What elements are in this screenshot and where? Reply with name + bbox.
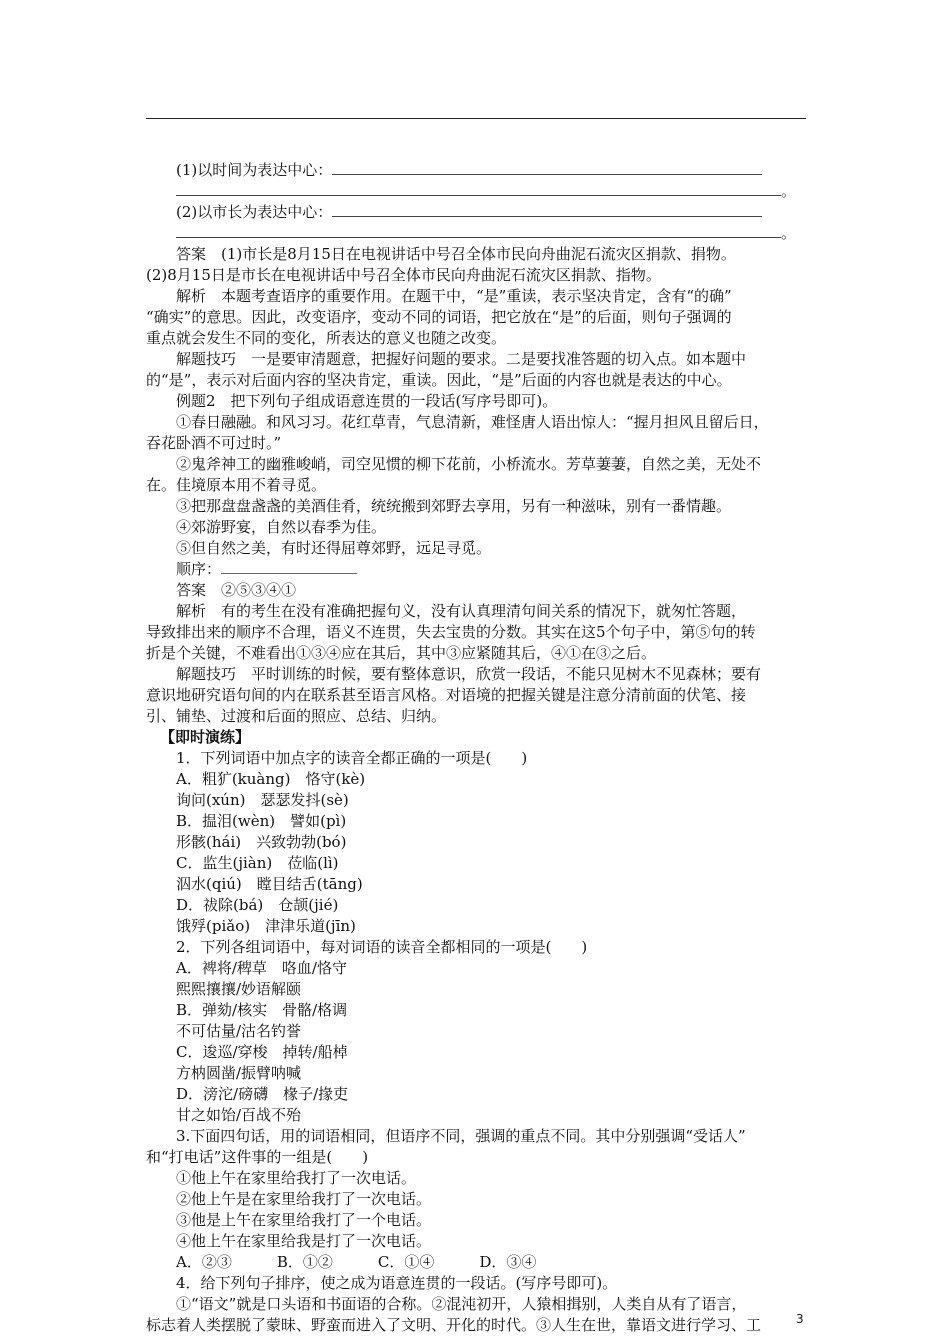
q4-text-line: 标志着人类摆脱了蒙昧、野蛮而进入了文明、开化的时代。③人生在世，靠语文进行学习、工: [146, 1316, 762, 1334]
q3-sentence-1: ①他上午在家里给我打了一次电话。: [176, 1169, 417, 1187]
sentence-1b: 吞花卧酒不可过时。”: [146, 434, 282, 452]
q1-option-d: D．祓除(bá) 仓颉(jié): [176, 896, 339, 914]
tip-line: 的“是”，表示对后面内容的坚决肯定，重读。因此，“是”后面的内容也就是表达的中心。: [146, 371, 732, 389]
sentence-1a: ①春日融融。和风习习。花红草青，气息清新，难怪唐人语出惊人：“握月担风且留后日，: [176, 413, 769, 431]
answer-blank[interactable]: [176, 225, 781, 238]
tip-line: 引、铺垫、过渡和后面的照应、总结、归纳。: [146, 707, 447, 725]
analysis-line: 导致排出来的顺序不合理，语义不连贯，失去宝贵的分数。其实在这5个句子中，第⑤句的转: [146, 623, 756, 641]
q1-option-d-cont: 饿殍(piǎo) 津津乐道(jīn): [176, 917, 356, 935]
order-line: [146, 559, 816, 580]
q3-sentence-3: ③他是上午在家里给我打了一个电话。: [176, 1211, 432, 1229]
q2-option-a: A．裨将/稗草 咯血/恪守: [176, 959, 347, 977]
fill-line-3: [146, 202, 816, 223]
analysis-line: “确实”的意思。因此，改变语序，变动不同的词语，把它放在“是”的后面，则句子强调的: [146, 308, 732, 326]
q2-option-a-cont: 熙熙攘攘/妙语解颐: [176, 980, 302, 998]
q1-option-c: C．监生(jiàn) 莅临(lì): [176, 854, 339, 872]
q2-option-b-cont: 不可估量/沽名钓誉: [176, 1022, 302, 1040]
sentence-4: ④郊游野宴，自然以春季为佳。: [176, 518, 387, 536]
practice-heading: 【即时演练】: [160, 728, 251, 746]
tip-line: 解题技巧 一是要审清题意，把握好问题的要求。二是要找准答题的切入点。如本题中: [176, 350, 747, 368]
document-body: [146, 160, 816, 1336]
answer-line: (2)8月15日是市长在电视讲话中号召全体市民向舟曲泥石流灾区捐款、指物。: [146, 266, 661, 284]
answer-line: 答案 (1)市长是8月15日在电视讲话中号召全体市民向舟曲泥石流灾区捐款、捐物。: [176, 245, 736, 263]
q2-option-d: D．滂沱/磅礴 椽子/掾吏: [176, 1085, 349, 1103]
q1-option-c-cont: 泅水(qiú) 瞠目结舌(tāng): [176, 875, 363, 893]
q3-sentence-2: ②他上午是在家里给我打了一次电话。: [176, 1190, 432, 1208]
fill-line-2: [146, 181, 816, 202]
analysis-line: 解析 本题考查语序的重要作用。在题干中，“是”重读，表示坚决肯定，含有“的确”: [176, 287, 732, 305]
q1-option-a-cont: 询问(xún) 瑟瑟发抖(sè): [176, 791, 349, 809]
q4-stem: 4．给下列句子排序，使之成为语意连贯的一段话。(写序号即可)。: [176, 1274, 618, 1292]
order-label: 顺序：: [176, 560, 222, 578]
q1-option-b: B．揾泪(wèn) 譬如(pì): [176, 812, 347, 830]
q4-text-line: ①“语文”就是口头语和书面语的合称。②混沌初开，人猿相揖别，人类自从有了语言，: [176, 1295, 747, 1313]
q1-option-b-cont: 形骸(hái) 兴致勃勃(bó): [176, 833, 347, 851]
answer-blank[interactable]: [176, 183, 781, 196]
example2-answer: 答案 ②⑤③④①: [176, 581, 297, 599]
sentence-3: ③把那盘盘盏盏的美酒佳肴，统统搬到郊野去享用，另有一种滋味，别有一番情趣。: [176, 497, 732, 515]
q2-stem: 2．下列各组词语中，每对词语的读音全都相同的一项是( ): [176, 938, 588, 956]
q3-stem-cont: 和“打电话”这件事的一组是( ): [146, 1148, 369, 1166]
q2-option-d-cont: 甘之如饴/百战不殆: [176, 1106, 302, 1124]
sentence-2a: ②鬼斧神工的幽雅峻峭，司空见惯的柳下花前，小桥流水。芳草萋萋，自然之美，无处不: [176, 455, 762, 473]
q2-option-b: B．弹劾/核实 骨骼/格调: [176, 1001, 348, 1019]
header-rule: [146, 118, 806, 119]
q3-options: A．②③ B．①② C．①④ D．③④: [176, 1253, 537, 1271]
answer-blank[interactable]: [332, 162, 762, 175]
fill-label-mayor: (2)以市长为表达中心：: [176, 203, 333, 221]
analysis-line: 解析 有的考生在没有准确把握句义，没有认真理清句间关系的情况下，就匆忙答题，: [176, 602, 747, 620]
q3-sentence-4: ④他上午在家里给我是打了一次电话。: [176, 1232, 432, 1250]
sentence-5: ⑤但自然之美，有时还得屈尊郊野，远足寻觅。: [176, 539, 492, 557]
q1-stem: 1．下列词语中加点字的读音全都正确的一项是( ): [176, 749, 528, 767]
fill-line-4: [146, 223, 816, 244]
sentence-2b: 在。佳境原本用不着寻觅。: [146, 476, 327, 494]
example2-title: 例题2 把下列句子组成语意连贯的一段话(写序号即可)。: [176, 392, 558, 410]
answer-blank[interactable]: [332, 204, 762, 217]
q3-stem: 3.下面四句话，用的词语相同，但语序不同，强调的重点不同。其中分别强调“受话人”: [176, 1127, 746, 1145]
q1-option-a: A．粗犷(kuàng) 恪守(kè): [176, 770, 366, 788]
analysis-line: 重点就会发生不同的变化，所表达的意义也随之改变。: [146, 329, 507, 347]
fill-line-1: [146, 160, 816, 181]
end-mark: 。: [781, 182, 797, 200]
analysis-line: 折是个关键，不难看出①③④应在其后，其中③应紧随其后，④①在③之后。: [146, 644, 657, 662]
q2-option-c: C．逡巡/穿梭 掉转/船棹: [176, 1043, 348, 1061]
order-blank[interactable]: [221, 561, 357, 574]
q2-option-c-cont: 方枘圆凿/振臂呐喊: [176, 1064, 302, 1082]
end-mark: 。: [781, 224, 797, 242]
fill-label-time: (1)以时间为表达中心：: [176, 161, 333, 179]
page-number: 3: [796, 1312, 804, 1326]
tip-line: 意识地研究语句间的内在联系甚至语言风格。对语境的把握关键是注意分清前面的伏笔、接: [146, 686, 747, 704]
tip-line: 解题技巧 平时训练的时候，要有整体意识，欣赏一段话，不能只见树木不见森林；要有: [176, 665, 762, 683]
